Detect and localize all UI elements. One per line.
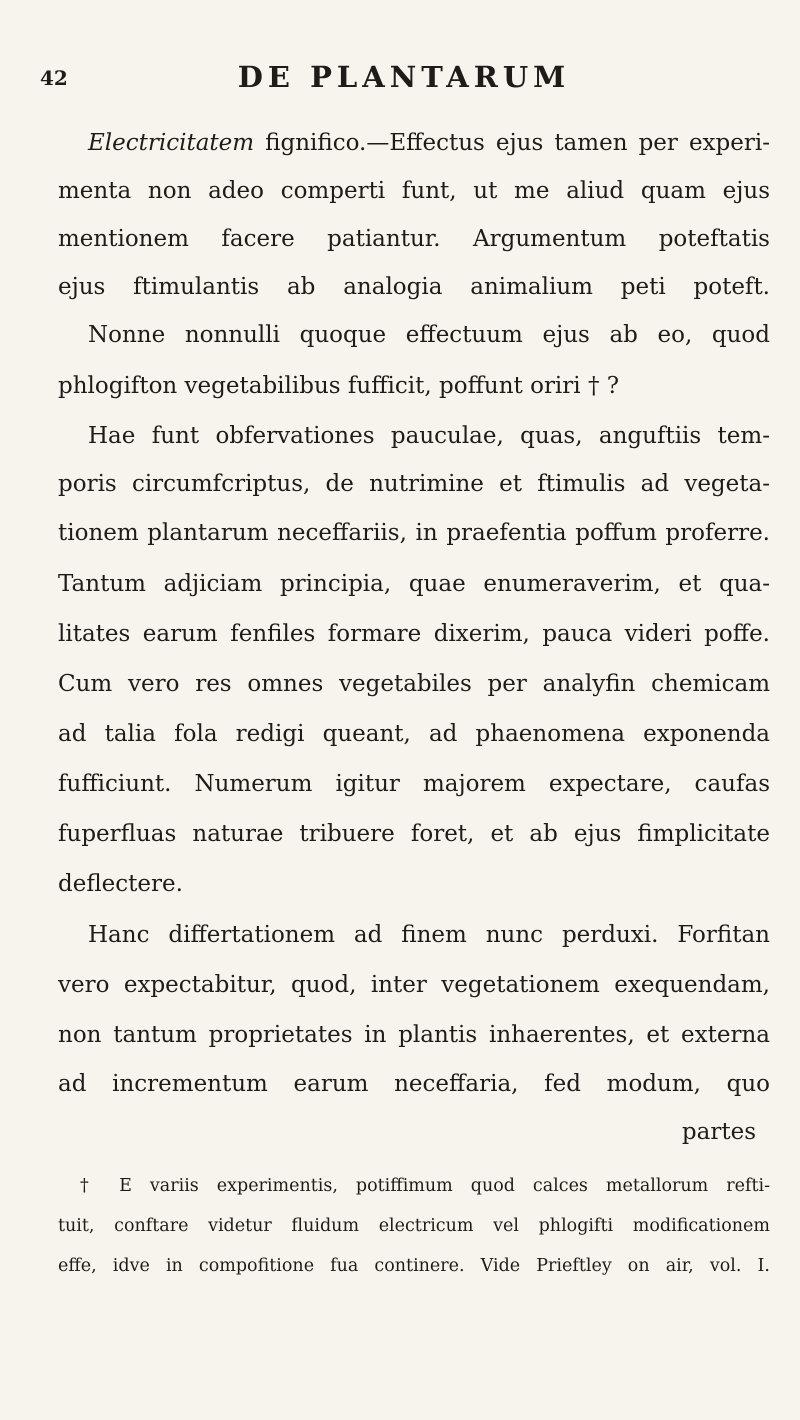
body-line: ejus ftimulantis ab analogia animalium peti poteft. [58, 274, 770, 300]
emphasized-word: Electricitatem [88, 130, 255, 156]
page-number: 42 [40, 66, 68, 90]
body-line: ad talia fola redigi queant, ad phaenomena exponenda [58, 721, 770, 747]
footnote-line: † E variis experimentis, potiffimum quod calces metallorum refti- [80, 1176, 770, 1196]
body-line: fuperfluas naturae tribuere foret, et ab ejus fimplicitate [58, 821, 770, 847]
body-line: menta non adeo comperti funt, ut me aliud quam ejus [58, 178, 770, 204]
body-line: Electricitatem fignifico.—Effectus ejus tamen per experi- [88, 130, 770, 156]
body-line: mentionem facere patiantur. Argumentum poteftatis [58, 226, 770, 252]
body-line: deflectere. [58, 871, 183, 897]
catchword: partes [681, 1119, 756, 1145]
body-line: vero expectabitur, quod, inter vegetationem exequendam, [58, 972, 770, 998]
body-line: non tantum proprietates in plantis inhaerentes, et externa [58, 1022, 770, 1048]
body-line: ad incrementum earum neceffaria, fed modum, quo [58, 1071, 770, 1097]
body-line: Tantum adjiciam principia, quae enumeraverim, et qua- [58, 571, 770, 597]
body-line: Cum vero res omnes vegetabiles per analyfin chemicam [58, 671, 770, 697]
body-line: tionem plantarum neceffariis, in praefentia poffum proferre. [58, 520, 770, 546]
footnote-line: effe, idve in compofitione fua continere. Vide Prieftley on air, vol. I. [58, 1256, 770, 1276]
body-line: fufficiunt. Numerum igitur majorem expectare, caufas [58, 771, 770, 797]
body-line: Hae funt obfervationes pauculae, quas, anguftiis tem- [88, 423, 770, 449]
body-line: Nonne nonnulli quoque effectuum ejus ab eo, quod [88, 322, 770, 348]
body-line: phlogifton vegetabilibus fufficit, poffunt oriri † ? [58, 373, 620, 399]
body-line: poris circumfcriptus, de nutrimine et ftimulis ad vegeta- [58, 471, 770, 497]
body-line: Hanc differtationem ad finem nunc perduxi. Forfitan [88, 922, 770, 948]
running-title: DE PLANTARUM [237, 60, 571, 94]
footnote-line: tuit, conftare videtur fluidum electricum vel phlogifti modificationem [58, 1216, 770, 1236]
body-line: litates earum fenfiles formare dixerim, pauca videri poffe. [58, 621, 770, 647]
